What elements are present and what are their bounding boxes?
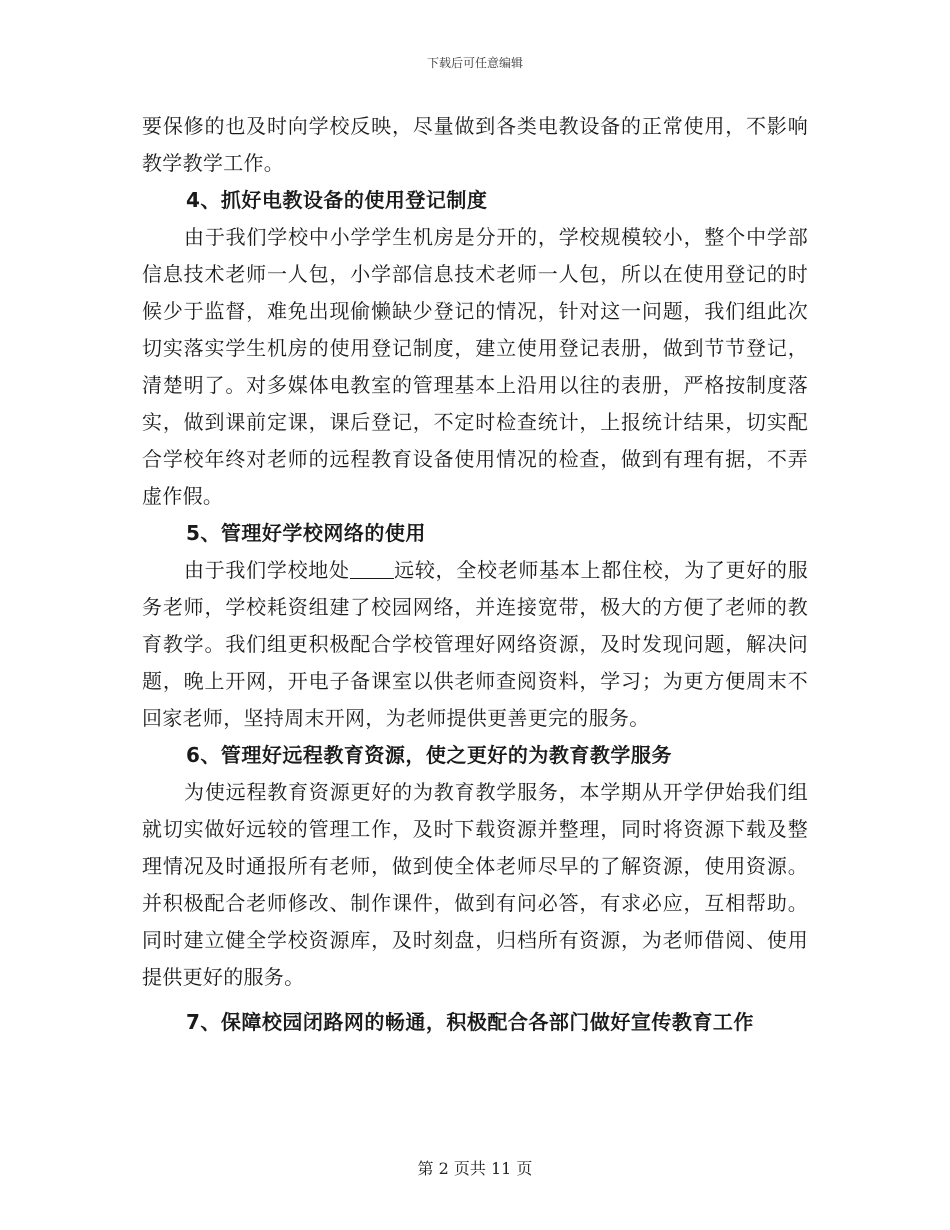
page-header: 下载后可任意编辑 <box>426 56 523 70</box>
paragraph-network-rest: 远较，全校老师基本上都住校，为了更好的服务老师，学校耗资组建了校园网络，并连接宽带，极大的方便了老师的教育教学。我们组更积极配合学校管理好网络资源，及时发现问题，解决问题，晚上开网，开电子备课室以供老师查阅资料，学习；为更方便周末不回家老师，坚持周末开网，为老师提供更善更完的服务。 <box>142 558 808 730</box>
paragraph-registration: 由于我们学校中小学学生机房是分开的，学校规模较小，整个中学部信息技术老师一人包，小学部信息技术老师一人包，所以在使用登记的时候少于监督，难免出现偷懒缺少登记的情况，针对这一问题，我们组此次切实落实学生机房的使用登记制度，建立使用登记表册，做到节节登记，清楚明了。对多媒体电教室的管理基本上沿用以往的表册，严格按制度落实，做到课前定课，课后登记，不定时检查统计，上报统计结果，切实配合学校年终对老师的远程教育设备使用情况的检查，做到有理有据，不弄虚作假。 <box>142 225 808 508</box>
section-heading-6: 6、管理好远程教育资源，使之更好的为教育教学服务 <box>186 743 672 767</box>
paragraph-resources: 为使远程教育资源更好的为教育教学服务，本学期从开学伊始我们组就切实做好远较的管理工作，及时下载资源并整理，同时将资源下载及整理情况及时通报所有老师，做到使全体老师尽早的了解资源，使用资源。并积极配合老师修改、制作课件，做到有问必答，有求必应，互相帮助。同时建立健全学校资源库，及时刻盘，归档所有资源，为老师借阅、使用提供更好的服务。 <box>142 780 808 989</box>
page-number: 第 2 页共 11 页 <box>417 1159 533 1178</box>
section-heading-7: 7、保障校园闭路网的畅通，积极配合各部门做好宣传教育工作 <box>186 1010 754 1034</box>
paragraph-continuation: 要保修的也及时向学校反映，尽量做到各类电教设备的正常使用，不影响教学教学工作。 <box>142 114 808 175</box>
fill-in-blank <box>350 560 394 579</box>
section-heading-4: 4、抓好电教设备的使用登记制度 <box>186 188 488 212</box>
section-heading-5: 5、管理好学校网络的使用 <box>186 521 426 545</box>
document-body <box>142 108 808 1041</box>
paragraph-network <box>142 552 808 737</box>
paragraph-network-start: 由于我们学校地处 <box>184 558 350 582</box>
